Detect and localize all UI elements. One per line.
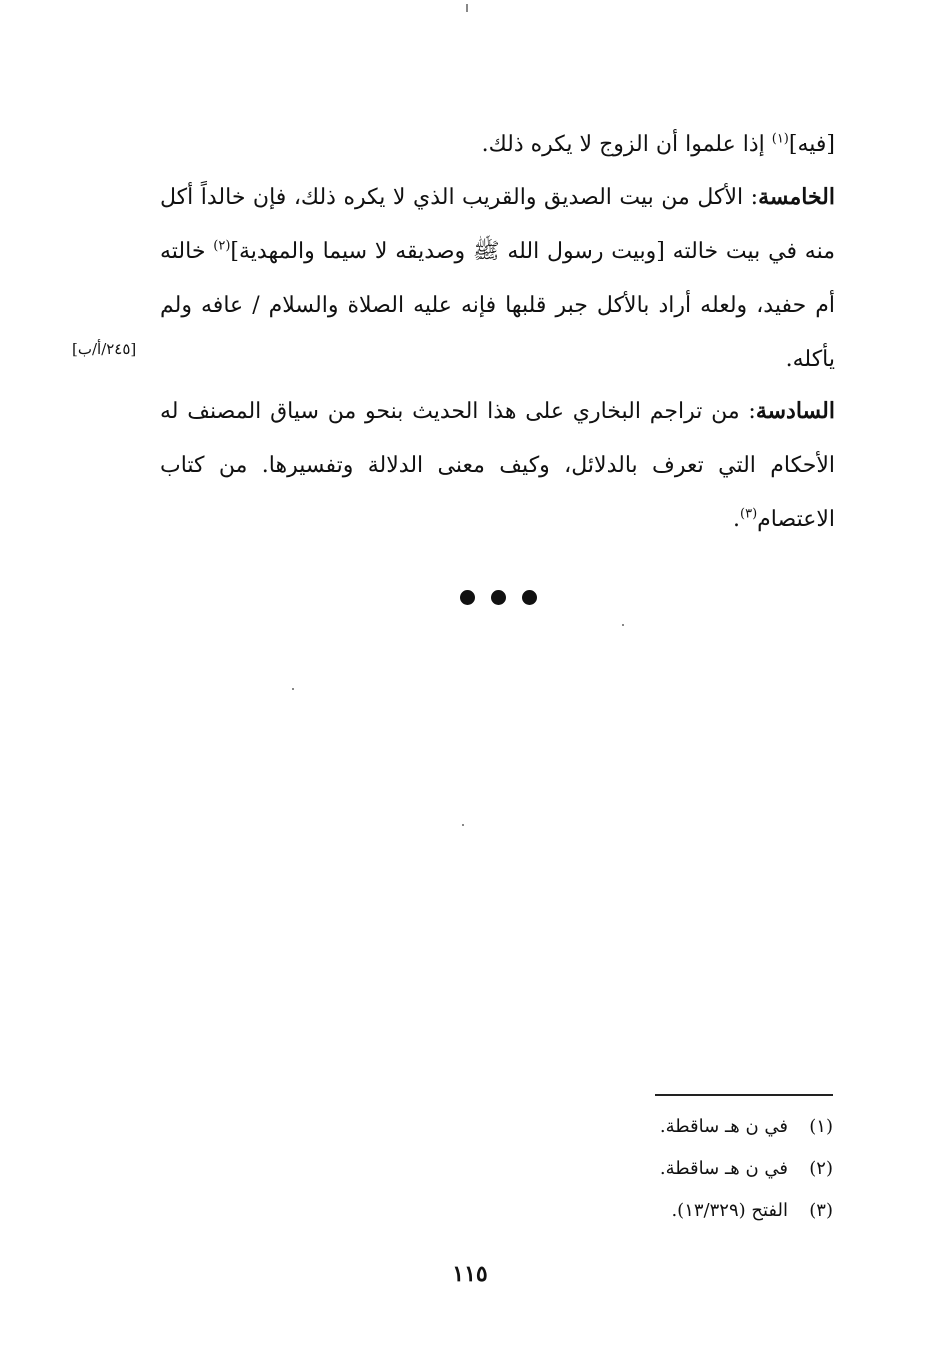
paragraph-2-text-b: خالته أم حفيد، ولعله أراد بالأكل جبر قلبها فإنه عليه الصلاة والسلام / عافه ولم يأكله. [160,239,835,372]
footnotes-list [400,1106,833,1232]
footnote-item [400,1148,833,1190]
paragraph-1-rest: إذا علموا أن الزوج لا يكره ذلك. [481,132,772,157]
scan-speck [466,4,468,12]
scan-speck [292,688,294,690]
footnote-text: الفتح (١٣/٣٢٩). [671,1200,788,1221]
footnote-number: (٢) [809,1158,833,1179]
footnote-number: (١) [809,1116,833,1137]
page-number: ١١٥ [452,1261,488,1287]
paragraph-3 [160,384,835,547]
paragraph-3-text-b: . [733,507,741,532]
scan-speck [622,624,624,626]
paragraph-3-text-a: : من تراجم البخاري على هذا الحديث بنحو من سياق المصنف له الأحكام التي تعرف بالدلائل، وكيف معنى الدلالة وتفسيرها. من كتاب الاعتصام [160,399,835,532]
footnote-number: (٣) [809,1200,833,1221]
footnote-text: في ن هـ ساقطة. [659,1116,788,1137]
paragraph-2-heading: الخامسة [758,184,835,210]
footnote-separator-line [655,1094,833,1096]
paragraph-2-text-a: : الأكل من بيت الصديق والقريب الذي لا يكره ذلك، فإن خالداً أكل منه في بيت خالته [وبيت رسول الله ﷺ وصديقه لا سيما والمهدية] [160,185,835,264]
paragraph-2 [160,170,835,387]
footnote-text: في ن هـ ساقطة. [659,1158,788,1179]
separator-dot [522,590,537,605]
footnote-item [400,1106,833,1148]
margin-manuscript-reference: [٢٤٥/أ/ب] [72,340,137,358]
footnote-item [400,1190,833,1232]
paragraph-1 [160,118,835,172]
scan-speck [462,824,464,826]
separator-dot [491,590,506,605]
footnote-marker-3: (٣) [740,506,758,522]
paragraph-3-heading: السادسة [755,398,835,424]
footnote-marker-2: (٢) [213,238,231,254]
section-separator-dots [460,590,550,610]
footnote-marker-1: (١) [771,131,789,147]
paragraph-1-text: [فيه] [788,132,835,157]
separator-dot [460,590,475,605]
